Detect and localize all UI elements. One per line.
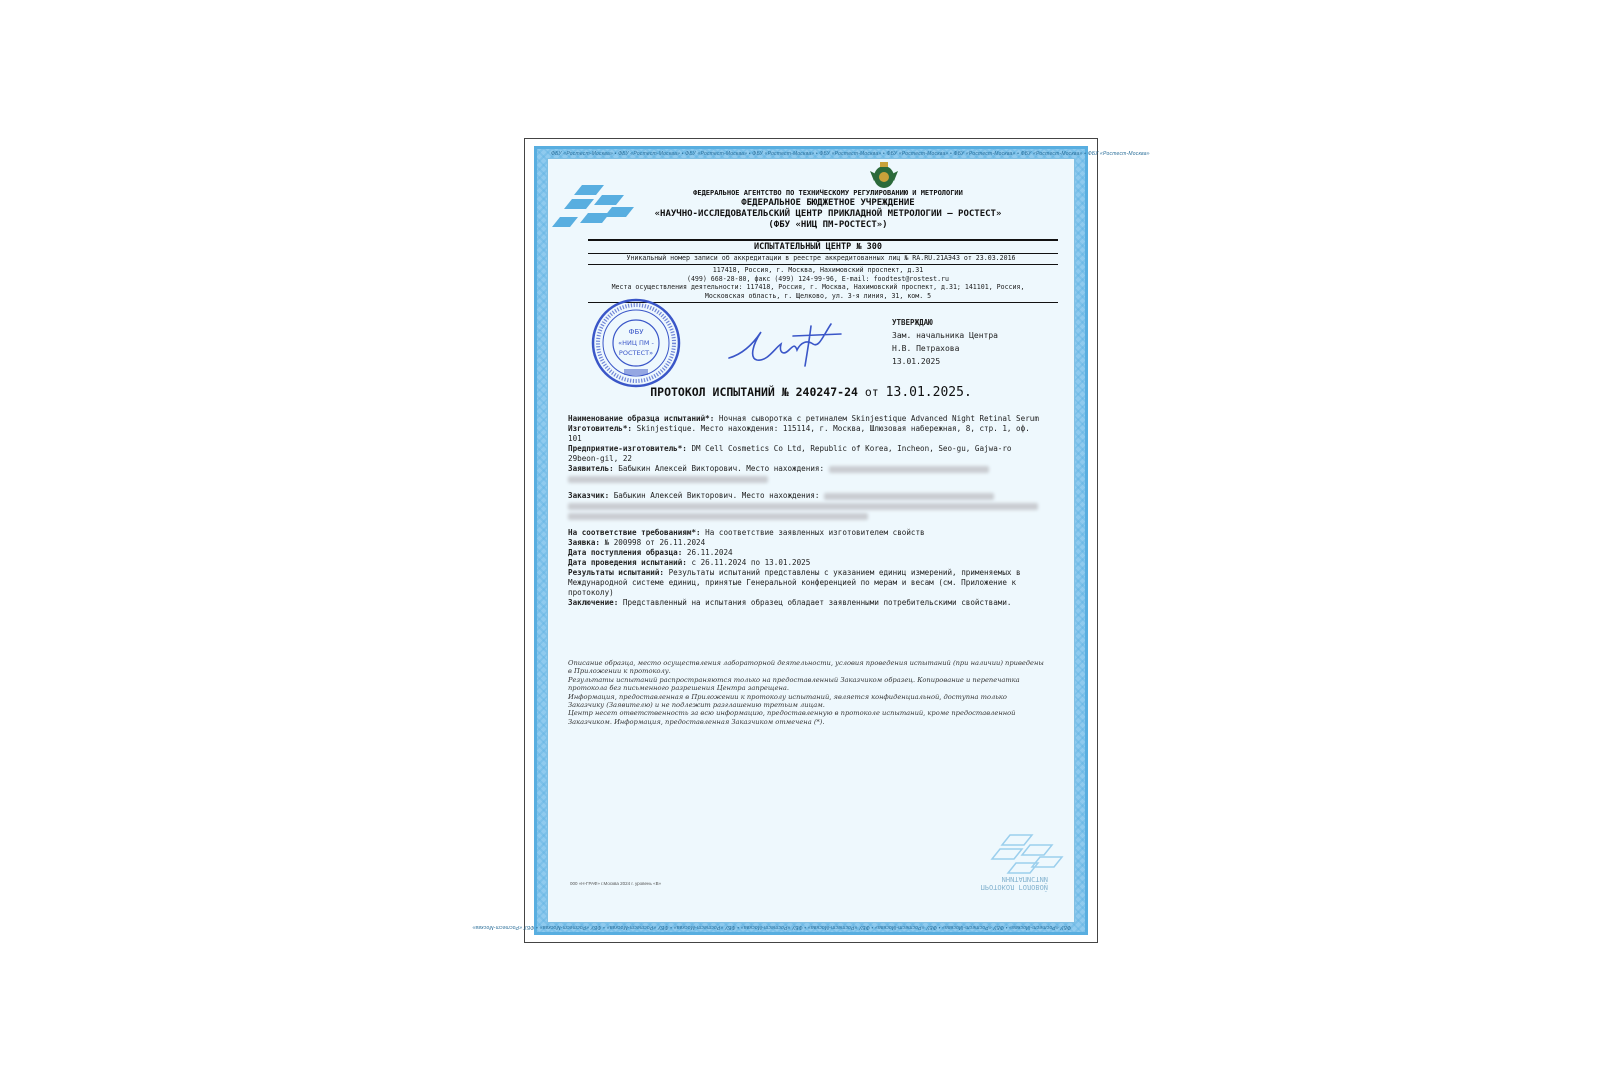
redacted-text [568,476,768,483]
field-sample-name: Наименование образца испытаний*: Ночная сыворотка с ретиналем Skinjestique Advanced Night Retinal Serum [568,414,1039,423]
field-conclusion: Заключение: Представленный на испытания образец обладает заявленными потребительскими свойствами. [568,598,1012,607]
document-body [547,158,1075,923]
divider-3 [588,264,1058,265]
stamp-seal-icon [590,297,682,389]
approval-title: УТВЕРЖДАЮ [892,318,933,327]
accreditation-line: Уникальный номер записи об аккредитации в реестре аккредитованных лиц № RA.RU.21АЭ43 от 23.03.2016 [626,254,1016,262]
signature-image [723,314,843,374]
header-block [608,189,1048,231]
address-line-1: 117418, Россия, г. Москва, Нахимовский проспект, д.31 [712,266,924,274]
approval-block [892,316,1072,368]
form-code: 000 «Н-ГРАФ» г.Москва 2024 г. уровень «В» [570,881,662,886]
center-abbreviation: (ФБУ «НИЦ ПМ-РОСТЕСТ») [768,220,888,230]
note-item: Центр несет ответственность за всю информацию, предоставленную в протоколе испытаний, кроме предоставленной Заказчиком. Информация, предоставленная Заказчиком отмечена (*). [568,709,1016,726]
field-requirements: На соответствие требованиям*: На соответствие заявленных изготовителем свойств [568,528,925,537]
protocol-number: ПРОТОКОЛ ИСПЫТАНИЙ № 240247-24 [650,385,858,399]
mirrored-caption: ПРОТОКОЛ ГОЛОВОЙ ИНИТАПИСТИЙ [980,875,1048,891]
field-manufacturer: Изготовитель*: Skinjestique. Место нахождения: 115114, г. Москва, Шлюзовая набережная, 8, стр. 1, оф. 101 [568,424,1030,443]
protocol-from: от [864,385,879,399]
protocol-fields [568,414,1044,608]
coat-of-arms-icon [866,161,902,191]
address-block [578,266,1058,300]
redacted-text [568,503,1038,510]
redacted-text [568,513,868,520]
lab-name: ИСПЫТАТЕЛЬНЫЙ ЦЕНТР № 300 [754,242,882,252]
field-applicant: Заявитель: Бабыкин Алексей Викторович. Место нахождения: [568,464,1044,484]
address-line-4: Московская область, г. Щелково, ул. 3-я линия, 31, ком. 5 [704,291,932,300]
agency-name: ФЕДЕРАЛЬНОЕ АГЕНТСТВО ПО ТЕХНИЧЕСКОМУ РЕГУЛИРОВАНИЮ И МЕТРОЛОГИИ [693,189,963,197]
svg-text:«НИЦ ПМ -: «НИЦ ПМ - [618,339,654,347]
field-request: Заявка: № 200998 от 26.11.2024 [568,538,706,547]
redacted-text [829,466,989,473]
border-text-top: ФБУ «Ростест-Москва» • ФБУ «Ростест-Москва» • ФБУ «Ростест-Москва» • ФБУ «Ростест-Москва» • ФБУ «Ростест-Москва» • ФБУ «Ростест-Москва» • ФБУ «Ростест-Москва» • ФБУ «Ростест-Москва» • ФБУ «Ростест-Москва» [551,151,1150,157]
field-results: Результаты испытаний: Результаты испытаний представлены с указанием единиц измерений, применяемых в Международной системе единиц, принятые Генеральной конференцией по мерам и весам (см. Приложение к протоколу) [568,568,1021,597]
redacted-text [824,493,994,500]
svg-text:ФБУ: ФБУ [628,328,644,336]
document-sheet [472,138,1150,943]
protocol-title [548,385,1074,400]
approval-date: 13.01.2025 [892,357,941,366]
address-line-3: Места осуществления деятельности: 117418, Россия, г. Москва, Нахимовский проспект, д.31; 141101, Россия, [611,283,1025,292]
note-item: Информация, предоставленная в Приложении к протоколу испытаний, является конфиденциальной, доступна только Заказчику (Заявителю) и не подлежит разглашению третьим лицам. [568,692,1007,710]
svg-text:РОСТЕСТ»: РОСТЕСТ» [618,349,654,357]
address-line-2: (499) 668-28-80, факс (499) 124-99-96, E-mail: foodtest@rostest.ru [686,274,949,283]
field-plant: Предприятие-изготовитель*: DM Cell Cosmetics Co Ltd, Republic of Korea, Incheon, Seo-gu, Gajwa-ro 29beon-gil, 22 [568,444,1012,463]
field-customer: Заказчик: Бабыкин Алексей Викторович. Место нахождения: [568,491,1044,521]
protocol-date: 13.01.2025. [885,385,972,400]
institution-type: ФЕДЕРАЛЬНОЕ БЮДЖЕТНОЕ УЧРЕЖДЕНИЕ [741,198,915,208]
note-item: Результаты испытаний распространяются только на предоставленный Заказчиком образец. Копирование и перепечатка протокола без письменного разрешения Центра запрещена. [568,675,1020,693]
divider-1 [588,239,1058,241]
disclaimer-notes [568,659,1044,726]
center-name: «НАУЧНО-ИССЛЕДОВАТЕЛЬСКИЙ ЦЕНТР ПРИКЛАДНОЙ МЕТРОЛОГИИ – РОСТЕСТ» [654,209,1002,219]
approval-position: Зам. начальника Центра [892,331,998,340]
field-test-dates: Дата проведения испытаний: с 26.11.2024 по 13.01.2025 [568,558,811,567]
field-received: Дата поступления образца: 26.11.2024 [568,548,733,557]
border-text-bottom: ФБУ «Ростест-Москва» • ФБУ «Ростест-Москва» • ФБУ «Ростест-Москва» • ФБУ «Ростест-Москва» • ФБУ «Ростест-Москва» • ФБУ «Ростест-Москва» • ФБУ «Ростест-Москва» • ФБУ «Ростест-Москва» • ФБУ «Ростест-Москва» [472,924,1071,930]
note-item: Описание образца, место осуществления лабораторной деятельности, условия проведения испытаний (при наличии) приведены в Приложении к протоколу. [568,659,1044,676]
approval-name: Н.В. Петрахова [892,344,960,353]
